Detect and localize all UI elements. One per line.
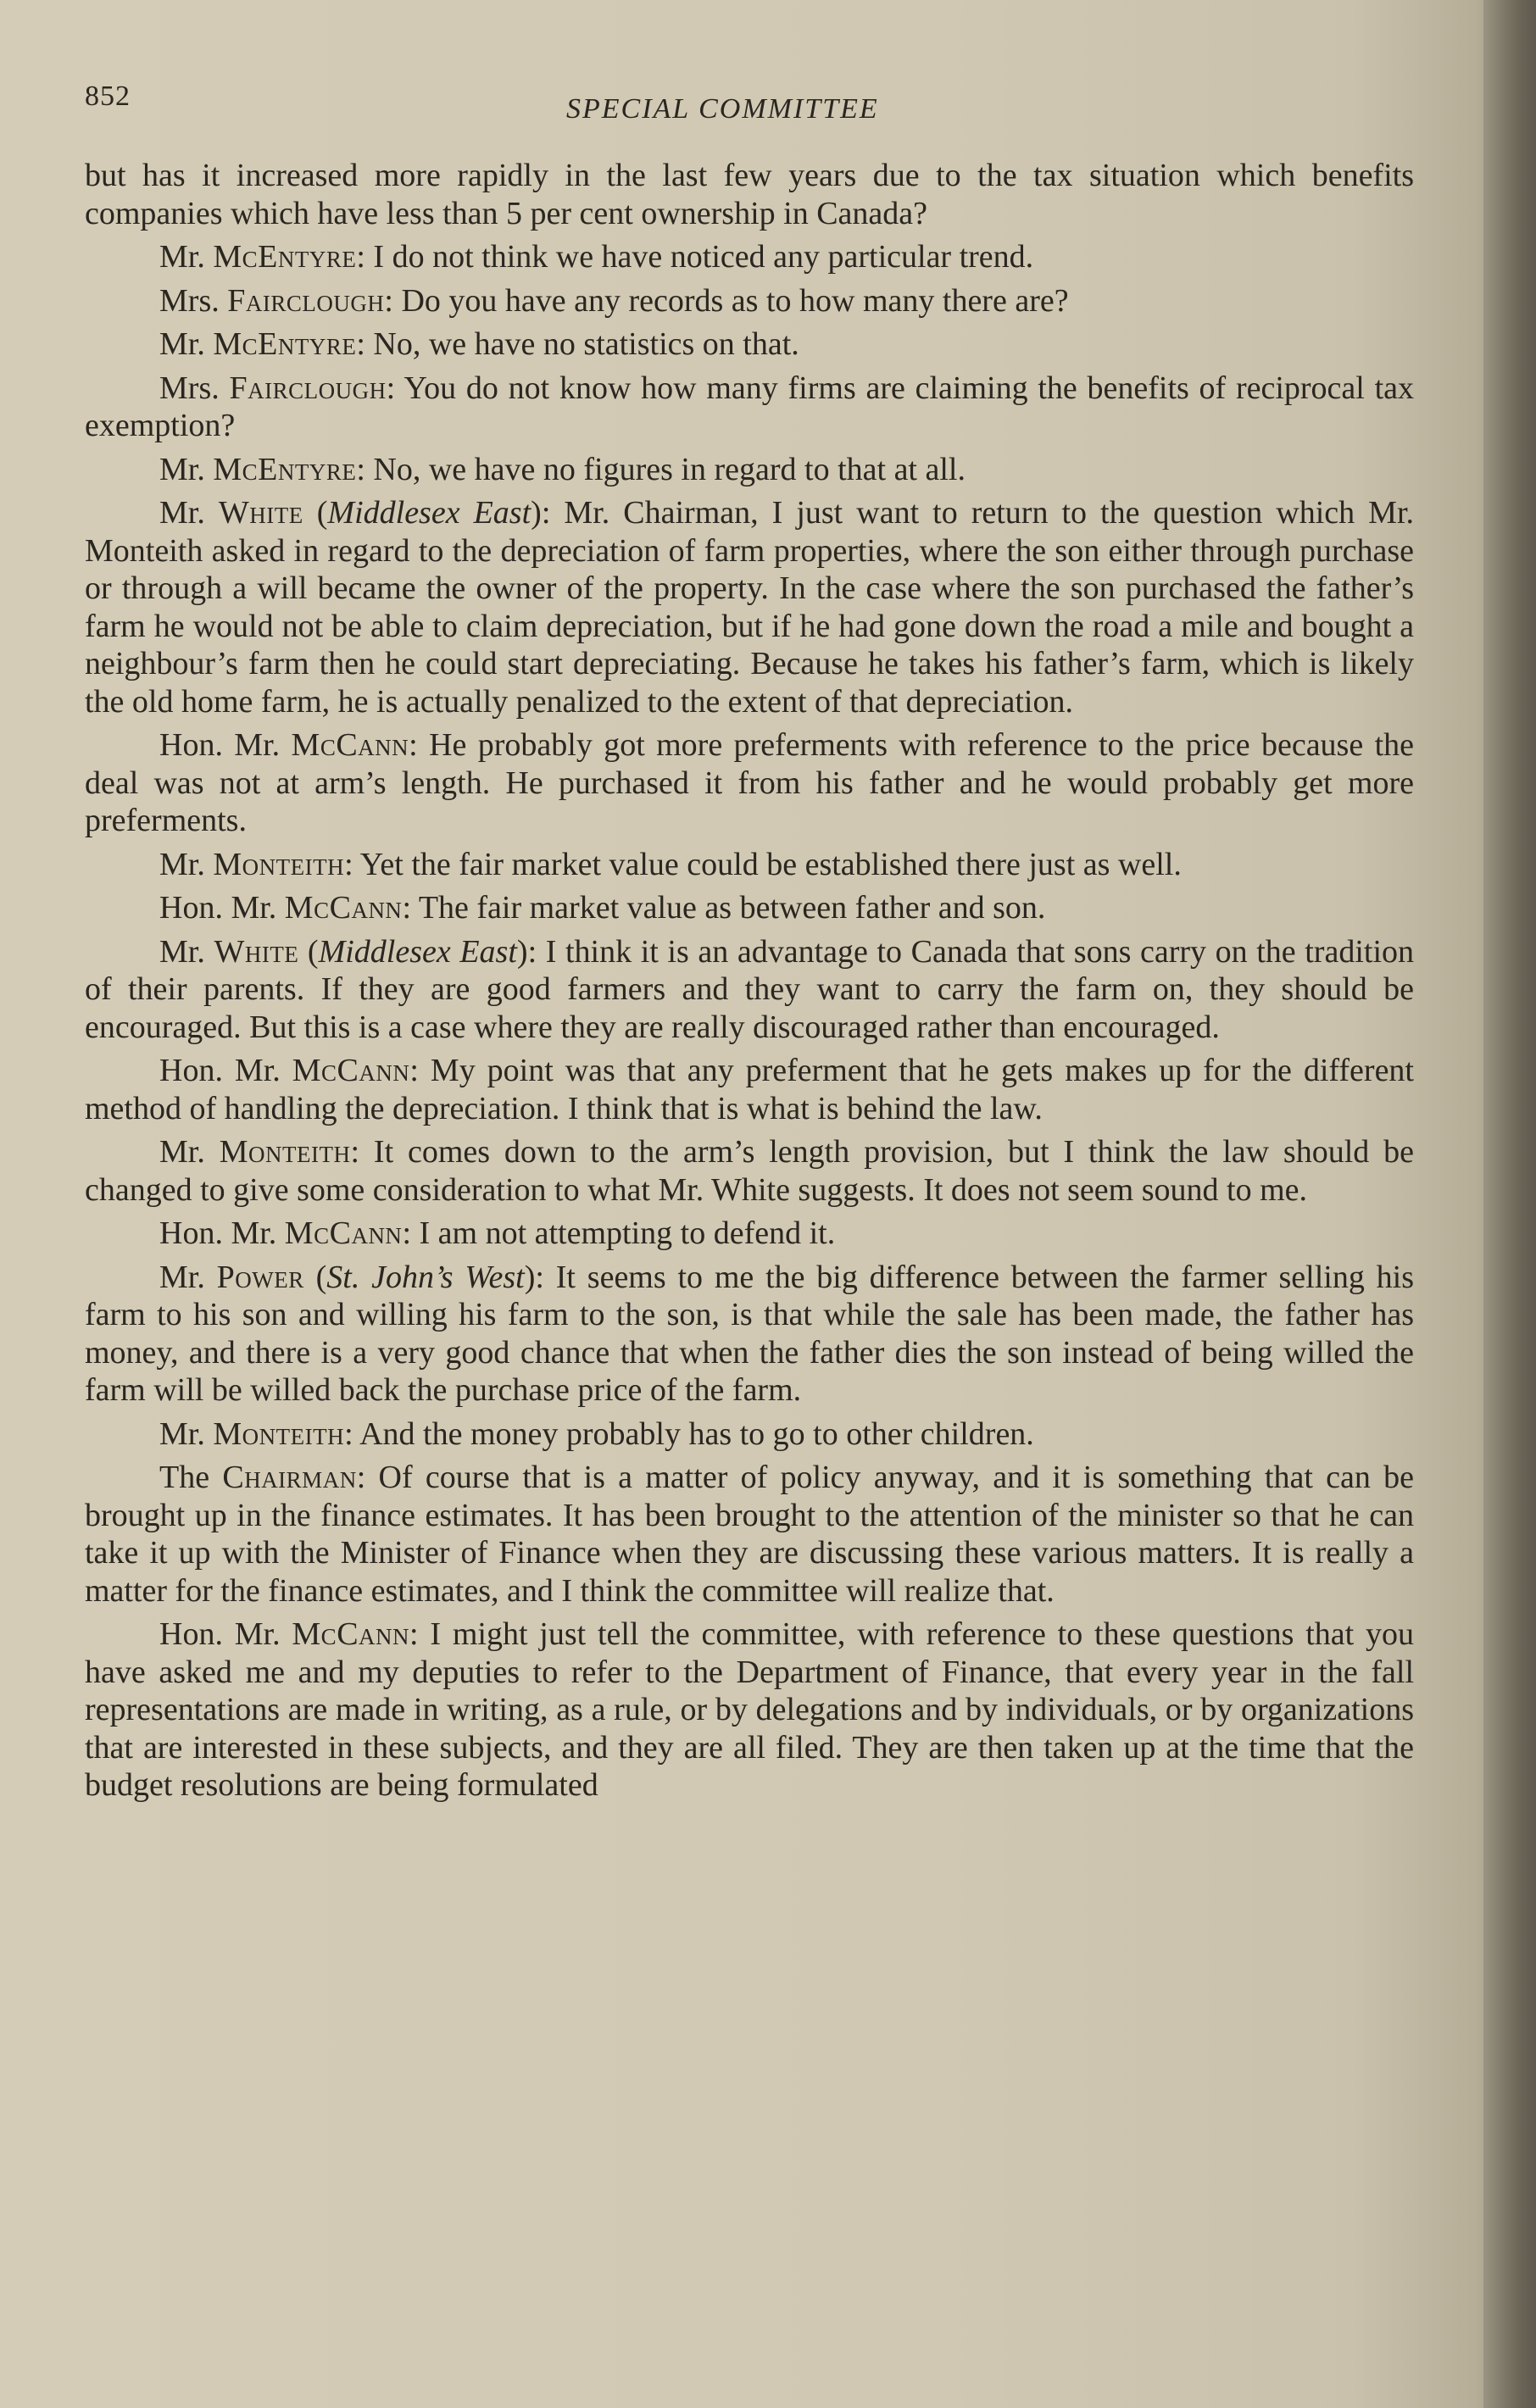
- paragraph-text: I might just tell the committee, with reference to these questions that you have asked me and my deputies to refer to the Department of Finance, that every year in the fall representations are made in writing, as a rule, or by delegations and by individuals, or by organizations that are interested in these subjects, and they are all filed. They are then taken up at the time that the budget resolutions are being formulated: [85, 1616, 1415, 1803]
- speaker-prefix: The: [159, 1460, 210, 1495]
- speaker-prefix: Hon. Mr.: [159, 727, 281, 763]
- paragraph: Mr. Monteith: Yet the fair market value could be established there just as well.: [159, 846, 1182, 882]
- paragraph-text: The fair market value as between father and son.: [418, 890, 1046, 926]
- speaker-name: McCann: [292, 1616, 410, 1652]
- paragraph: Mrs. Fairclough: Do you have any records as to how many there are?: [159, 282, 1069, 319]
- speaker-name: Fairclough: [229, 370, 387, 406]
- paragraph: The Chairman: Of course that is a matter of policy anyway, and it is something that can be brought up in the finance estimates. It has been brought to the attention of the minister so that he can take it up with the Minister of Finance when they are discussing these various matters. It is really a matter for the finance estimates, and I think the committee will realize that.: [85, 1460, 1415, 1609]
- paragraph-text: Mr. Chairman, I just want to return to the question which Mr. Monteith asked in regard to the depreciation of farm properties, where the son either through purchase or through a will became the owner of the property. In the case where the son purchased the father’s farm he would not be able to claim depreciation, but if he had gone down the road a mile and bought a neighbour’s farm then he could start depreciating. Because he takes his father’s farm, which is likely the old home farm, he is actually penalized to the extent of that depreciation.: [85, 495, 1415, 720]
- speaker-prefix: Mr.: [159, 1415, 205, 1452]
- page-header: [0, 81, 1466, 131]
- speaker-name: McEntyre: [213, 326, 357, 362]
- speaker-prefix: Mr.: [159, 239, 205, 275]
- speaker-prefix: Hon. Mr.: [159, 1215, 277, 1251]
- speaker-name: McEntyre: [213, 451, 357, 487]
- paragraph: Mr. McEntyre: No, we have no figures in regard to that at all.: [159, 451, 966, 487]
- paragraph: Hon. Mr. McCann: I am not attempting to defend it.: [159, 1215, 836, 1251]
- speaker-name: Monteith: [213, 1415, 345, 1452]
- speaker-prefix: Mrs.: [159, 370, 220, 406]
- speaker-name: White: [214, 933, 299, 970]
- speaker-name: Fairclough: [227, 282, 385, 319]
- speaker-name: McEntyre: [213, 239, 357, 275]
- paragraph: Mr. Monteith: It comes down to the arm’s length provision, but I think the law should be changed to give some consideration to what Mr. White suggests. It does not seem sound to me.: [85, 1134, 1414, 1208]
- speaker-prefix: Mr.: [159, 326, 205, 362]
- paragraph-text: It comes down to the arm’s length provision, but I think the law should be changed to give some consideration to what Mr. White suggests. It does not seem sound to me.: [85, 1134, 1414, 1208]
- paragraph: Mr. McEntyre: I do not think we have noticed any particular trend.: [159, 239, 1034, 275]
- paragraph-text: I am not attempting to defend it.: [419, 1215, 836, 1251]
- paragraph: Mr. Power (St. John’s West): It seems to me the big difference between the farmer selling his farm to his son and willing his farm to the son, is that while the sale has been made, the father has money, and there is a very good chance that when the father dies the son instead of being willed the farm will be willed back the purchase price of the farm.: [85, 1259, 1414, 1408]
- speaker-prefix: Mr.: [159, 1259, 205, 1295]
- speaker-name: Chairman: [222, 1460, 357, 1495]
- speaker-name: Monteith: [213, 846, 345, 882]
- speaker-prefix: Mr.: [159, 846, 205, 882]
- speaker-name: McCann: [284, 1215, 403, 1251]
- speaker-name: Monteith: [219, 1134, 351, 1170]
- speaker-name: McCann: [291, 727, 409, 763]
- speaker-prefix: Mrs.: [159, 282, 220, 319]
- paragraph-text: but has it increased more rapidly in the last few years due to the tax situation which benefits companies which have less than 5 per cent ownership in Canada?: [85, 158, 1414, 231]
- paragraph-text: Of course that is a matter of policy anyway, and it is something that can be brought up in the finance estimates. It has been brought to the attention of the minister so that he can take it up with the Minister of Finance when they are discussing these various matters. It is really a matter for the finance estimates, and I think the committee will realize that.: [85, 1460, 1415, 1609]
- speaker-prefix: Hon. Mr.: [159, 890, 277, 926]
- paragraph: Hon. Mr. McCann: I might just tell the committee, with reference to these questions that you have asked me and my deputies to refer to the Department of Finance, that every year in the fall representations are made in writing, as a rule, or by delegations and by individuals, or by organizations that are interested in these subjects, and they are all filed. They are then taken up at the time that the budget resolutions are being formulated: [85, 1616, 1415, 1803]
- paragraph: Hon. Mr. McCann: He probably got more preferments with reference to the price because the deal was not at arm’s length. He purchased it from his father and he would probably get more preferments.: [85, 727, 1415, 838]
- paragraph-text: You do not know how many firms are claiming the benefits of reciprocal tax exemption?: [85, 370, 1415, 443]
- paragraph-text: No, we have no figures in regard to that at all.: [373, 451, 966, 487]
- paragraph: Mr. White (Middlesex East): I think it is an advantage to Canada that sons carry on the tradition of their parents. If they are good farmers and they want to carry the farm on, they should be encouraged. But this is a case where they are really discouraged rather than encouraged.: [85, 933, 1415, 1045]
- paragraph-text: Yet the fair market value could be established there just as well.: [359, 846, 1182, 882]
- speaker-name: White: [218, 495, 303, 531]
- paragraph-text: He probably got more preferments with reference to the price because the deal was not at arm’s length. He purchased it from his father and he would probably get more preferments.: [85, 727, 1415, 838]
- speaker-prefix: Hon. Mr.: [159, 1053, 281, 1088]
- running-head: SPECIAL COMMITTEE: [566, 93, 879, 125]
- speaker-name: McCann: [284, 890, 403, 926]
- paragraph-text: It seems to me the big difference between the farmer selling his farm to his son and willing his farm to the son, is that while the sale has been made, the father has money, and there is a very good chance that when the father dies the son instead of being willed the farm will be willed back the purchase price of the farm.: [85, 1259, 1414, 1408]
- book-spine-shadow: [1483, 0, 1536, 2408]
- paragraph-text: And the money probably has to go to other children.: [359, 1415, 1034, 1452]
- speaker-riding: Middlesex East: [327, 495, 531, 531]
- paragraph: Mr. McEntyre: No, we have no statistics on that.: [159, 326, 799, 362]
- speaker-prefix: Mr.: [159, 1134, 205, 1170]
- paragraph: [85, 157, 1414, 232]
- speaker-prefix: Mr.: [159, 933, 205, 970]
- speaker-riding: Middlesex East: [318, 933, 517, 970]
- speaker-name: Power: [216, 1259, 304, 1295]
- paragraph: Mrs. Fairclough: You do not know how many firms are claiming the benefits of reciprocal tax exemption?: [85, 370, 1415, 443]
- paragraph: Mr. White (Middlesex East): Mr. Chairman, I just want to return to the question which Mr. Monteith asked in regard to the depreciation of farm properties, where the son either through purchase or through a will became the owner of the property. In the case where the son purchased the father’s farm he would not be able to claim depreciation, but if he had gone down the road a mile and bought a neighbour’s farm then he could start depreciating. Because he takes his father’s farm, which is likely the old home farm, he is actually penalized to the extent of that depreciation.: [85, 495, 1415, 720]
- text-body: [85, 157, 1414, 1810]
- speaker-riding: St. John’s West: [326, 1259, 525, 1295]
- page-number: 852: [85, 81, 131, 112]
- paragraph-text: I think it is an advantage to Canada that sons carry on the tradition of their parents. If they are good farmers and they want to carry the farm on, they should be encouraged. But this is a case where they are really discouraged rather than encouraged.: [85, 933, 1415, 1045]
- speaker-prefix: Hon. Mr.: [159, 1616, 281, 1652]
- speaker-prefix: Mr.: [159, 451, 205, 487]
- speaker-prefix: Mr.: [159, 495, 205, 531]
- paragraph-text: I do not think we have noticed any particular trend.: [373, 239, 1034, 275]
- paragraph-text: My point was that any preferment that he gets makes up for the different method of handling the depreciation. I think that is what is behind the law.: [85, 1053, 1414, 1126]
- paragraph: Hon. Mr. McCann: My point was that any preferment that he gets makes up for the different method of handling the depreciation. I think that is what is behind the law.: [85, 1053, 1414, 1126]
- paragraph: Hon. Mr. McCann: The fair market value as between father and son.: [159, 890, 1046, 926]
- paragraph: Mr. Monteith: And the money probably has to go to other children.: [159, 1415, 1034, 1452]
- paragraph-text: No, we have no statistics on that.: [373, 326, 799, 362]
- paragraph-text: Do you have any records as to how many there are?: [401, 282, 1069, 319]
- speaker-name: McCann: [292, 1053, 410, 1088]
